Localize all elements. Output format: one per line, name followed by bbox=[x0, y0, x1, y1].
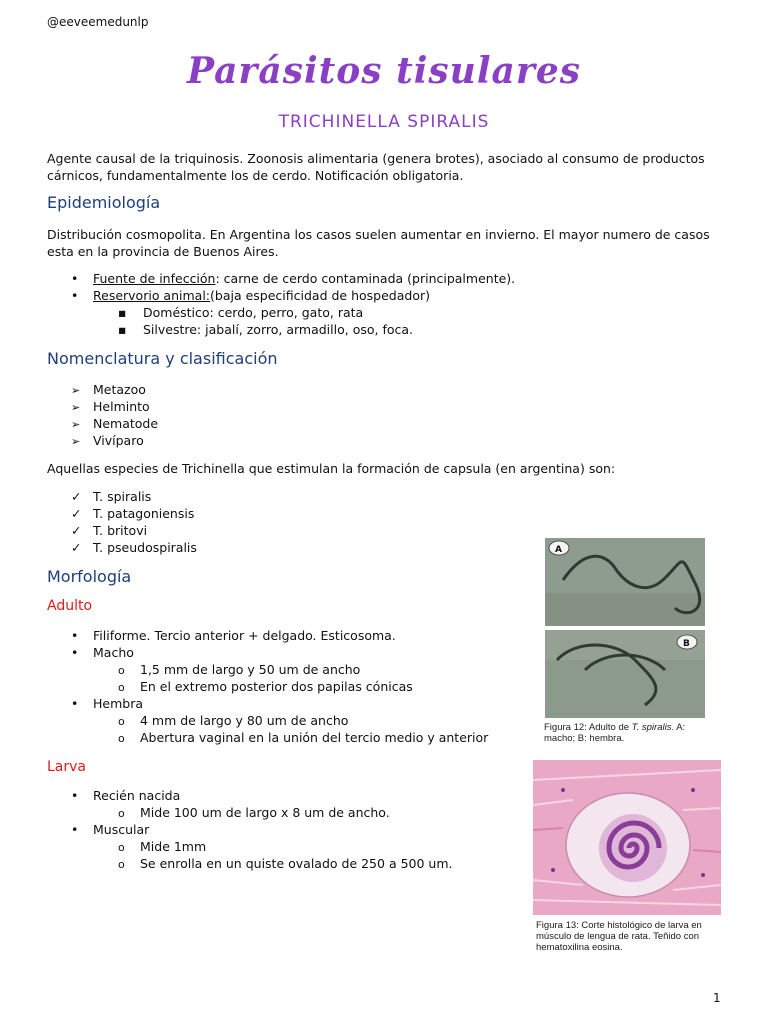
domestico-text: Doméstico: cerdo, perro, gato, rata bbox=[143, 305, 364, 320]
list-item: ✓ T. pseudospiralis bbox=[47, 539, 447, 556]
author-handle: @eeveemedunlp bbox=[47, 15, 149, 29]
list-item: • Recién nacida bbox=[47, 787, 517, 804]
page-number: 1 bbox=[713, 991, 721, 1005]
adult-female-photo bbox=[545, 630, 705, 718]
list-item: o 4 mm de largo y 80 um de ancho bbox=[47, 712, 517, 729]
list-item: o En el extremo posterior dos papilas cónicas bbox=[47, 678, 517, 695]
fuente-text: : carne de cerdo contaminada (principalmente). bbox=[215, 271, 516, 286]
arrow-bullet-icon bbox=[71, 381, 80, 399]
circle-bullet-icon bbox=[118, 678, 125, 696]
intro-paragraph: Agente causal de la triquinosis. Zoonosis alimentaria (genera brotes), asociado al consumo de productos cárnicos, fundamentalmente los de cerdo. Notificación obligatoria. bbox=[47, 151, 705, 183]
reservorio-text: (baja especificidad de hospedador) bbox=[210, 288, 430, 303]
epidemiologia-paragraph: Distribución cosmopolita. En Argentina los casos suelen aumentar en invierno. El mayor numero de casos esta en la provincia de Buenos Aires. bbox=[47, 227, 710, 259]
square-bullet-icon bbox=[118, 304, 126, 321]
bullet-icon bbox=[71, 787, 78, 804]
list-item bbox=[47, 270, 727, 287]
figure-12-caption: Figura 12: Adulto de T. spiralis. A: macho; B: hembra. bbox=[544, 722, 686, 744]
adult-male-photo bbox=[545, 538, 705, 626]
subheading-adulto: Adulto bbox=[47, 598, 93, 614]
page-subtitle: TRICHINELLA SPIRALIS bbox=[278, 112, 490, 132]
list-item: o Mide 100 um de largo x 8 um de ancho. bbox=[47, 804, 517, 821]
bullet-icon bbox=[71, 627, 78, 644]
figure-12 bbox=[544, 538, 706, 748]
list-item: ➢ Metazoo bbox=[47, 381, 447, 398]
figure-13-caption: Figura 13: Corte histológico de larva en músculo de lengua de rata. Teñido con hematoxilina eosina. bbox=[536, 920, 702, 953]
square-bullet-icon bbox=[118, 321, 126, 338]
adulto-list bbox=[47, 627, 517, 746]
list-item: ➢ Nematode bbox=[47, 415, 447, 432]
histology-photo bbox=[533, 760, 721, 915]
subheading-larva: Larva bbox=[47, 759, 86, 775]
check-icon bbox=[71, 539, 81, 556]
check-icon bbox=[71, 522, 81, 539]
circle-bullet-icon bbox=[118, 838, 125, 856]
list-item: o 1,5 mm de largo y 50 um de ancho bbox=[47, 661, 517, 678]
arrow-bullet-icon bbox=[71, 415, 80, 433]
bullet-icon bbox=[71, 695, 78, 712]
circle-bullet-icon bbox=[118, 661, 125, 679]
especies-list bbox=[47, 488, 447, 556]
list-item bbox=[47, 304, 727, 321]
circle-bullet-icon bbox=[118, 855, 125, 873]
epidemiologia-list bbox=[47, 270, 727, 338]
list-item: • Macho bbox=[47, 644, 517, 661]
reservorio-label: Reservorio animal: bbox=[93, 288, 211, 303]
list-item: ➢ Vivíparo bbox=[47, 432, 447, 449]
list-item: ✓ T. spiralis bbox=[47, 488, 447, 505]
list-item bbox=[47, 287, 727, 304]
clasificacion-list bbox=[47, 381, 447, 449]
especies-paragraph: Aquellas especies de Trichinella que estimulan la formación de capsula (en argentina) son: bbox=[47, 461, 616, 476]
list-item: ✓ T. britovi bbox=[47, 522, 447, 539]
arrow-bullet-icon bbox=[71, 398, 80, 416]
list-item: o Abertura vaginal en la unión del tercio medio y anterior bbox=[47, 729, 517, 746]
page-title: Parásitos tisulares bbox=[187, 50, 581, 92]
check-icon bbox=[71, 505, 81, 522]
figure-label-a: A bbox=[555, 545, 562, 555]
bullet-icon bbox=[71, 644, 78, 661]
list-item: ✓ T. patagoniensis bbox=[47, 505, 447, 522]
figure-13 bbox=[532, 760, 722, 960]
circle-bullet-icon bbox=[118, 712, 125, 730]
list-item: o Mide 1mm bbox=[47, 838, 517, 855]
figure-label-b: B bbox=[683, 639, 690, 649]
list-item: ➢ Helminto bbox=[47, 398, 447, 415]
list-item: • Muscular bbox=[47, 821, 517, 838]
silvestre-text: Silvestre: jabalí, zorro, armadillo, oso, foca. bbox=[143, 322, 414, 337]
check-icon bbox=[71, 488, 81, 505]
bullet-icon bbox=[71, 821, 78, 838]
larva-list bbox=[47, 787, 517, 872]
section-heading-morfologia: Morfología bbox=[47, 567, 132, 586]
list-item: • Filiforme. Tercio anterior + delgado. Esticosoma. bbox=[47, 627, 517, 644]
bullet-icon bbox=[71, 270, 78, 287]
list-item: • Hembra bbox=[47, 695, 517, 712]
section-heading-epidemiologia: Epidemiología bbox=[47, 193, 161, 212]
circle-bullet-icon bbox=[118, 804, 125, 822]
fuente-label: Fuente de infección bbox=[93, 271, 216, 286]
list-item: o Se enrolla en un quiste ovalado de 250 a 500 um. bbox=[47, 855, 517, 872]
circle-bullet-icon bbox=[118, 729, 125, 747]
section-heading-nomenclatura: Nomenclatura y clasificación bbox=[47, 349, 278, 368]
bullet-icon bbox=[71, 287, 78, 304]
list-item bbox=[47, 321, 727, 338]
arrow-bullet-icon bbox=[71, 432, 80, 450]
